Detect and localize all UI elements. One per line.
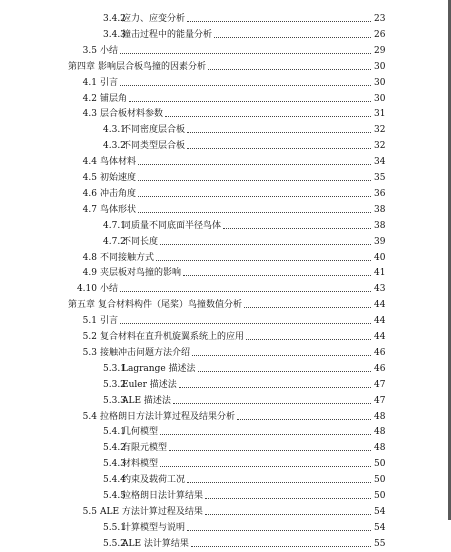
toc-entry[interactable] <box>0 75 451 91</box>
toc-entry[interactable] <box>0 393 451 409</box>
toc-entry-number: 4.3.2 <box>103 141 126 152</box>
toc-entry-page: 50 <box>374 475 386 486</box>
dot-leader <box>223 228 371 229</box>
dot-leader <box>160 434 371 435</box>
toc-entry-title: 拉格朗日法计算结果 <box>122 491 204 501</box>
toc-entry[interactable] <box>0 43 451 59</box>
toc-entry-number: 3.4.2 <box>103 14 126 24</box>
toc-entry-number: 5.4.4 <box>103 475 126 486</box>
toc-entry-number: 5.3.2 <box>103 379 126 390</box>
toc-entry-page: 54 <box>374 506 386 517</box>
toc-entry[interactable] <box>0 218 451 234</box>
toc-entry-title: 计算模型与说明 <box>122 522 186 533</box>
toc-entry-title: 影响层合板鸟撞的因素分析 <box>98 61 207 72</box>
toc-entry-page: 48 <box>374 411 386 422</box>
toc-entry[interactable] <box>0 313 451 329</box>
dot-leader <box>214 37 371 38</box>
dot-leader <box>160 244 371 245</box>
toc-entry-title: 不同类型层合板 <box>122 141 186 152</box>
toc-entry-number: 5.4.2 <box>103 443 126 454</box>
dot-leader <box>192 355 371 356</box>
toc-entry[interactable] <box>0 409 451 425</box>
toc-entry-page: 44 <box>374 332 386 342</box>
toc-entry-page: 30 <box>374 93 386 104</box>
toc-entry-number: 5.5.1 <box>103 522 126 533</box>
toc-entry[interactable] <box>0 281 451 297</box>
toc-entry-title: 不同密度层合板 <box>122 125 186 136</box>
toc-entry[interactable] <box>0 329 451 345</box>
toc-entry-title: 鸟体形状 <box>100 204 137 215</box>
toc-entry-title: ALE 法计算结果 <box>122 538 189 549</box>
toc-entry-title: 应力、应变分析 <box>122 14 186 24</box>
toc-entry-number: 5.3 <box>82 347 97 358</box>
dot-leader <box>187 148 371 149</box>
toc-entry[interactable] <box>0 186 451 202</box>
toc-entry[interactable] <box>0 456 451 472</box>
toc-entry-title: 鸟体材料 <box>100 157 137 168</box>
dot-leader <box>244 307 371 308</box>
dot-leader <box>237 419 371 420</box>
toc-entry[interactable] <box>0 170 451 186</box>
toc-entry-title: 拉格朗日方法计算过程及结果分析 <box>100 411 236 422</box>
toc-entry-title: 初始速度 <box>100 173 137 183</box>
toc-entry[interactable] <box>0 11 451 27</box>
toc-entry[interactable] <box>0 504 451 520</box>
dot-leader <box>173 403 371 404</box>
dot-leader <box>179 387 371 388</box>
toc-entry-number: 5.4.3 <box>103 459 126 470</box>
toc-entry-number: 5.4.5 <box>103 491 126 501</box>
toc-entry-number: 4.9 <box>82 268 97 279</box>
toc-entry-title: ALE 方法计算过程及结果 <box>100 506 203 517</box>
dot-leader <box>156 260 371 261</box>
toc-entry-page: 23 <box>374 14 386 24</box>
toc-entry-number: 4.6 <box>82 188 97 199</box>
toc-entry-title: 不同长度 <box>122 236 159 247</box>
toc-entry-title: 冲击角度 <box>100 188 137 199</box>
toc-entry-page: 29 <box>374 45 386 56</box>
toc-entry[interactable] <box>0 297 451 313</box>
toc-entry[interactable] <box>0 472 451 488</box>
toc-entry[interactable] <box>0 138 451 154</box>
toc-entry-number: 5.5.2 <box>103 538 126 549</box>
toc-entry-number: 3.5 <box>82 45 97 56</box>
dot-leader <box>169 450 371 451</box>
toc-entry-page: 38 <box>374 220 386 231</box>
toc-entry[interactable] <box>0 424 451 440</box>
toc-entry[interactable] <box>0 122 451 138</box>
toc-entry-title: 不同接触方式 <box>100 252 155 263</box>
toc-entry-title: ALE 描述法 <box>122 395 171 406</box>
toc-entry-title: Lagrange 描述法 <box>122 363 196 374</box>
dot-leader <box>246 339 371 340</box>
toc-entry[interactable] <box>0 488 451 504</box>
toc-entry-title: 撞击过程中的能量分析 <box>122 29 213 40</box>
toc-entry-number: 5.4.1 <box>103 427 126 438</box>
toc-entry-number: 4.4 <box>82 157 97 168</box>
dot-leader <box>183 275 371 276</box>
toc-entry-title: 约束及载荷工况 <box>122 475 186 486</box>
toc-entry-number: 4.5 <box>82 173 97 183</box>
toc-entry-page: 40 <box>374 252 386 263</box>
toc-entry[interactable] <box>0 536 451 552</box>
toc-entry-number: 5.3.3 <box>103 395 126 406</box>
toc-entry-number: 5.4 <box>82 411 97 422</box>
toc-entry-page: 48 <box>374 443 386 454</box>
toc-entry-page: 38 <box>374 204 386 215</box>
dot-leader <box>205 514 371 515</box>
toc-entry-number: 第五章 <box>68 300 96 311</box>
toc-entry-title: 有限元模型 <box>122 443 168 454</box>
toc-entry-page: 30 <box>374 77 386 88</box>
toc-entry-page: 47 <box>374 395 386 406</box>
toc-entry-title: 材料模型 <box>122 459 159 470</box>
toc-entry-page: 48 <box>374 427 386 438</box>
toc-entry-number: 第四章 <box>68 61 96 72</box>
dot-leader <box>120 291 371 292</box>
toc-entry[interactable] <box>0 91 451 107</box>
toc-entry-page: 44 <box>374 316 386 327</box>
toc-entry[interactable] <box>0 27 451 43</box>
toc-entry-title: 复合材料在直升机旋翼系统上的应用 <box>100 332 245 342</box>
toc-entry-number: 4.3.1 <box>103 125 126 136</box>
dot-leader <box>187 21 371 22</box>
toc-entry-title: 复合材料构件（尾桨）鸟撞数值分析 <box>98 300 243 311</box>
toc-entry-page: 41 <box>374 268 386 279</box>
toc-entry-title: 接触冲击问题方法介绍 <box>100 347 191 358</box>
dot-leader <box>187 482 371 483</box>
dot-leader <box>120 323 371 324</box>
dot-leader <box>120 85 371 86</box>
toc-entry-title: 引言 <box>100 77 119 88</box>
toc-entry-title: 夹层板对鸟撞的影响 <box>100 268 182 279</box>
toc-entry[interactable] <box>0 520 451 536</box>
toc-entry-number: 4.8 <box>82 252 97 263</box>
toc-entry[interactable] <box>0 59 451 75</box>
dot-leader <box>120 53 371 54</box>
toc-entry-title: 小结 <box>100 284 119 295</box>
toc-entry-number: 4.10 <box>76 284 97 295</box>
dot-leader <box>198 371 371 372</box>
toc-entry-page: 46 <box>374 347 386 358</box>
toc-entry-title: 引言 <box>100 316 119 327</box>
dot-leader <box>187 132 371 133</box>
toc-entry-page: 54 <box>374 522 386 533</box>
toc-entry-page: 46 <box>374 363 386 374</box>
toc-entry-number: 4.7.1 <box>103 220 126 231</box>
toc-entry-page: 44 <box>374 300 386 311</box>
dot-leader <box>208 69 371 70</box>
toc-entry-number: 5.1 <box>82 316 97 327</box>
toc-entry-page: 36 <box>374 188 386 199</box>
dot-leader <box>187 530 371 531</box>
dot-leader <box>138 212 371 213</box>
toc-entry[interactable] <box>0 345 451 361</box>
toc-entry-number: 5.2 <box>82 332 97 342</box>
toc-entry-page: 30 <box>374 61 386 72</box>
dot-leader <box>138 164 371 165</box>
toc-entry-page: 31 <box>374 109 386 120</box>
toc-entry-number: 4.7 <box>82 204 97 215</box>
dot-leader <box>191 546 371 547</box>
toc-entry-page: 35 <box>374 173 386 183</box>
toc-entry-number: 4.7.2 <box>103 236 126 247</box>
dot-leader <box>165 116 371 117</box>
toc-entry-page: 39 <box>374 236 386 247</box>
dot-leader <box>138 180 371 181</box>
toc-entry[interactable] <box>0 154 451 170</box>
toc-entry-title: 层合板材料参数 <box>100 109 164 120</box>
toc-entry-page: 32 <box>374 141 386 152</box>
toc-entry-number: 3.4.3 <box>103 29 126 40</box>
toc-entry-number: 4.3 <box>82 109 97 120</box>
toc-entry-page: 50 <box>374 491 386 501</box>
dot-leader <box>205 498 371 499</box>
dot-leader <box>160 466 371 467</box>
toc-entry-title: 几何模型 <box>122 427 159 438</box>
toc-entry-number: 4.2 <box>82 93 97 104</box>
toc-entry-page: 34 <box>374 157 386 168</box>
toc-entry-title: 小结 <box>100 45 119 56</box>
toc-entry[interactable] <box>0 202 451 218</box>
toc-entry[interactable] <box>0 250 451 266</box>
toc-entry-page: 47 <box>374 379 386 390</box>
toc-entry-title: Euler 描述法 <box>122 379 177 390</box>
toc-entry-title: 同质量不同底面半径鸟体 <box>122 220 222 231</box>
toc-entry[interactable] <box>0 234 451 250</box>
toc-entry-title: 铺层角 <box>100 93 128 104</box>
toc-entry-page: 32 <box>374 125 386 136</box>
toc-entry[interactable] <box>0 265 451 281</box>
toc-entry-number: 4.1 <box>82 77 97 88</box>
toc-entry[interactable] <box>0 361 451 377</box>
toc-entry-number: 5.3.1 <box>103 363 126 374</box>
toc-entry-page: 26 <box>374 29 386 40</box>
toc-entry-page: 55 <box>374 538 386 549</box>
dot-leader <box>129 101 371 102</box>
toc-entry-page: 43 <box>374 284 386 295</box>
dot-leader <box>138 196 371 197</box>
toc-entry[interactable] <box>0 440 451 456</box>
toc-entry[interactable] <box>0 377 451 393</box>
toc-entry[interactable] <box>0 106 451 122</box>
toc-entry-page: 50 <box>374 459 386 470</box>
toc-entry-number: 5.5 <box>82 506 97 517</box>
